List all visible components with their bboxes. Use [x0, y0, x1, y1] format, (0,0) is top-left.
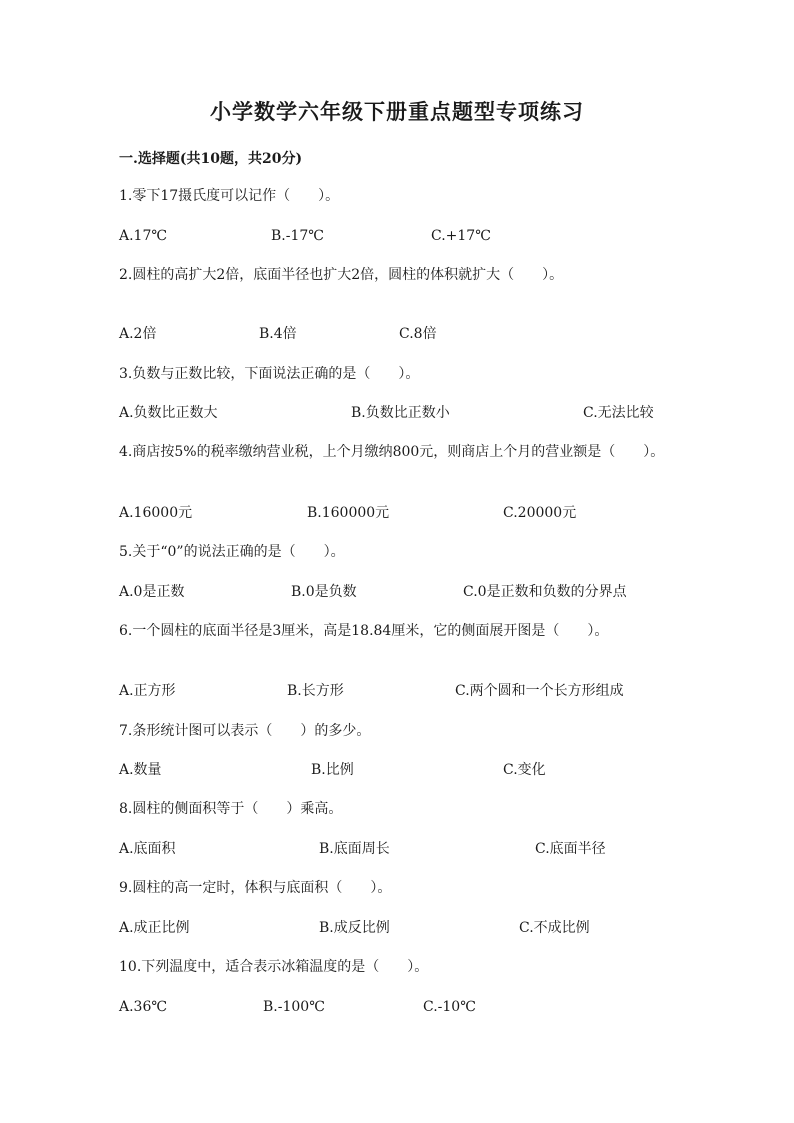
page-title: 小学数学六年级下册重点题型专项练习	[210, 99, 584, 124]
question-7-text: 7.条形统计图可以表示（ ）的多少。	[119, 723, 371, 739]
question-3-option-c[interactable]: C.无法比较	[583, 405, 654, 421]
question-2-text: 2.圆柱的高扩大2倍，底面半径也扩大2倍，圆柱的体积就扩大（ ）。	[119, 267, 564, 283]
question-4-option-a[interactable]: A.16000元	[119, 505, 193, 521]
question-2-option-a[interactable]: A.2倍	[119, 326, 157, 342]
question-6-option-a[interactable]: A.正方形	[119, 683, 176, 699]
question-5-text: 5.关于“0”的说法正确的是（ ）。	[119, 544, 345, 560]
question-8-option-a[interactable]: A.底面积	[119, 841, 176, 857]
question-10-option-c[interactable]: C.-10℃	[423, 999, 476, 1015]
question-1-text: 1.零下17摄氏度可以记作（ ）。	[119, 188, 340, 204]
question-5-option-a[interactable]: A.0是正数	[119, 584, 185, 600]
question-10-option-b[interactable]: B.-100℃	[263, 999, 325, 1015]
question-8-option-c[interactable]: C.底面半径	[535, 841, 606, 857]
question-5-option-b[interactable]: B.0是负数	[291, 584, 357, 600]
question-4-text: 4.商店按5%的税率缴纳营业税，上个月缴纳800元，则商店上个月的营业额是（ ）。	[119, 444, 665, 460]
question-7-option-c[interactable]: C.变化	[503, 762, 546, 778]
question-7-option-a[interactable]: A.数量	[119, 762, 162, 778]
question-1-option-c[interactable]: C.+17℃	[431, 228, 491, 244]
question-10-text: 10.下列温度中，适合表示冰箱温度的是（ ）。	[119, 959, 429, 975]
question-8-option-b[interactable]: B.底面周长	[319, 841, 390, 857]
question-8-text: 8.圆柱的侧面积等于（ ）乘高。	[119, 801, 343, 817]
section-heading: 一.选择题(共10题，共20分)	[119, 151, 303, 167]
question-3-option-b[interactable]: B.负数比正数小	[351, 405, 450, 421]
question-4-option-c[interactable]: C.20000元	[503, 505, 577, 521]
question-6-text: 6.一个圆柱的底面半径是3厘米，高是18.84厘米，它的侧面展开图是（ ）。	[119, 623, 609, 639]
question-9-text: 9.圆柱的高一定时，体积与底面积（ ）。	[119, 880, 392, 896]
question-6-option-b[interactable]: B.长方形	[287, 683, 344, 699]
question-9-option-c[interactable]: C.不成比例	[519, 920, 590, 936]
question-2-option-b[interactable]: B.4倍	[259, 326, 297, 342]
question-1-option-b[interactable]: B.-17℃	[271, 228, 324, 244]
question-4-option-b[interactable]: B.160000元	[307, 505, 390, 521]
question-10-option-a[interactable]: A.36℃	[119, 999, 168, 1015]
question-6-option-c[interactable]: C.两个圆和一个长方形组成	[455, 683, 624, 699]
question-5-option-c[interactable]: C.0是正数和负数的分界点	[463, 584, 627, 600]
question-7-option-b[interactable]: B.比例	[311, 762, 354, 778]
question-2-option-c[interactable]: C.8倍	[399, 326, 437, 342]
question-3-text: 3.负数与正数比较，下面说法正确的是（ ）。	[119, 366, 420, 382]
question-9-option-b[interactable]: B.成反比例	[319, 920, 390, 936]
question-1-option-a[interactable]: A.17℃	[119, 228, 168, 244]
question-9-option-a[interactable]: A.成正比例	[119, 920, 190, 936]
question-3-option-a[interactable]: A.负数比正数大	[119, 405, 218, 421]
